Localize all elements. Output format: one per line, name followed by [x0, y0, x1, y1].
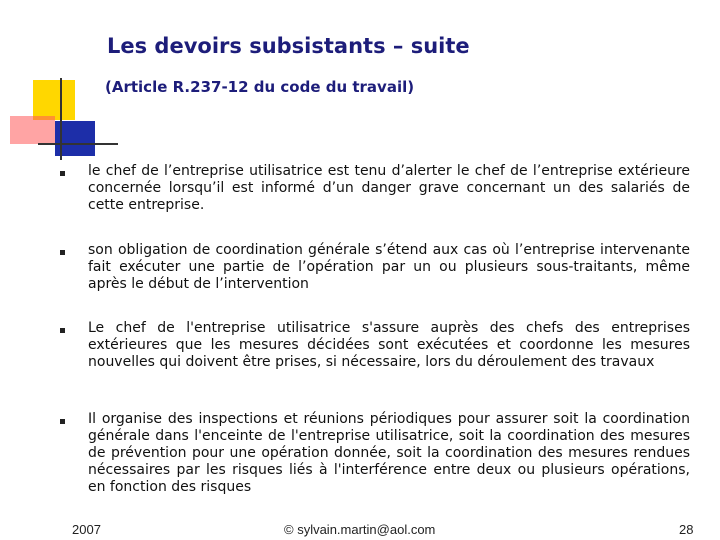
bullet-item — [60, 320, 690, 371]
bullet-item — [60, 411, 690, 496]
decor-horizontal-line — [38, 143, 118, 145]
bullet-item — [60, 163, 690, 214]
bullet-text: Le chef de l'entreprise utilisatrice s'assure auprès des chefs des entreprises extérieures que les mesures décidées sont exécutées et coordonne les mesures nouvelles qui doivent être prises, si nécessaire, lors du déroulement des travaux — [88, 320, 690, 370]
bullet-text: son obligation de coordination générale s’étend aux cas où l’entreprise intervenante fait exécuter une partie de l’opération par un ou plusieurs sous-traitants, même après le début de l’intervention — [88, 242, 690, 292]
footer-page-number: 28 — [679, 522, 694, 537]
slide-title: Les devoirs subsistants – suite — [107, 34, 470, 58]
bullet-square-icon — [60, 419, 65, 424]
footer-email: © sylvain.martin@aol.com — [284, 522, 436, 537]
bullet-text: le chef de l’entreprise utilisatrice est tenu d’alerter le chef de l’entreprise extérieure concernée lorsqu’il est informé d’un danger grave concernant un des salariés de cette entreprise. — [88, 163, 690, 213]
bullet-item — [60, 242, 690, 293]
footer-year: 2007 — [72, 522, 101, 537]
decor-red-square — [10, 116, 55, 144]
bullet-square-icon — [60, 171, 65, 176]
decor-vertical-line — [60, 78, 62, 160]
slide-subtitle: (Article R.237-12 du code du travail) — [105, 78, 415, 96]
bullet-text: Il organise des inspections et réunions périodiques pour assurer soit la coordination générale dans l'enceinte de l'entreprise utilisatrice, soit la coordination des mesures de prévention pour une opération donnée, soit la coordination des mesures rendues nécessaires par les risques liés à l'interférence entre deux ou plusieurs opérations, en fonction des risques — [88, 411, 690, 495]
bullet-square-icon — [60, 328, 65, 333]
decor-yellow-square — [33, 80, 75, 120]
bullet-square-icon — [60, 250, 65, 255]
